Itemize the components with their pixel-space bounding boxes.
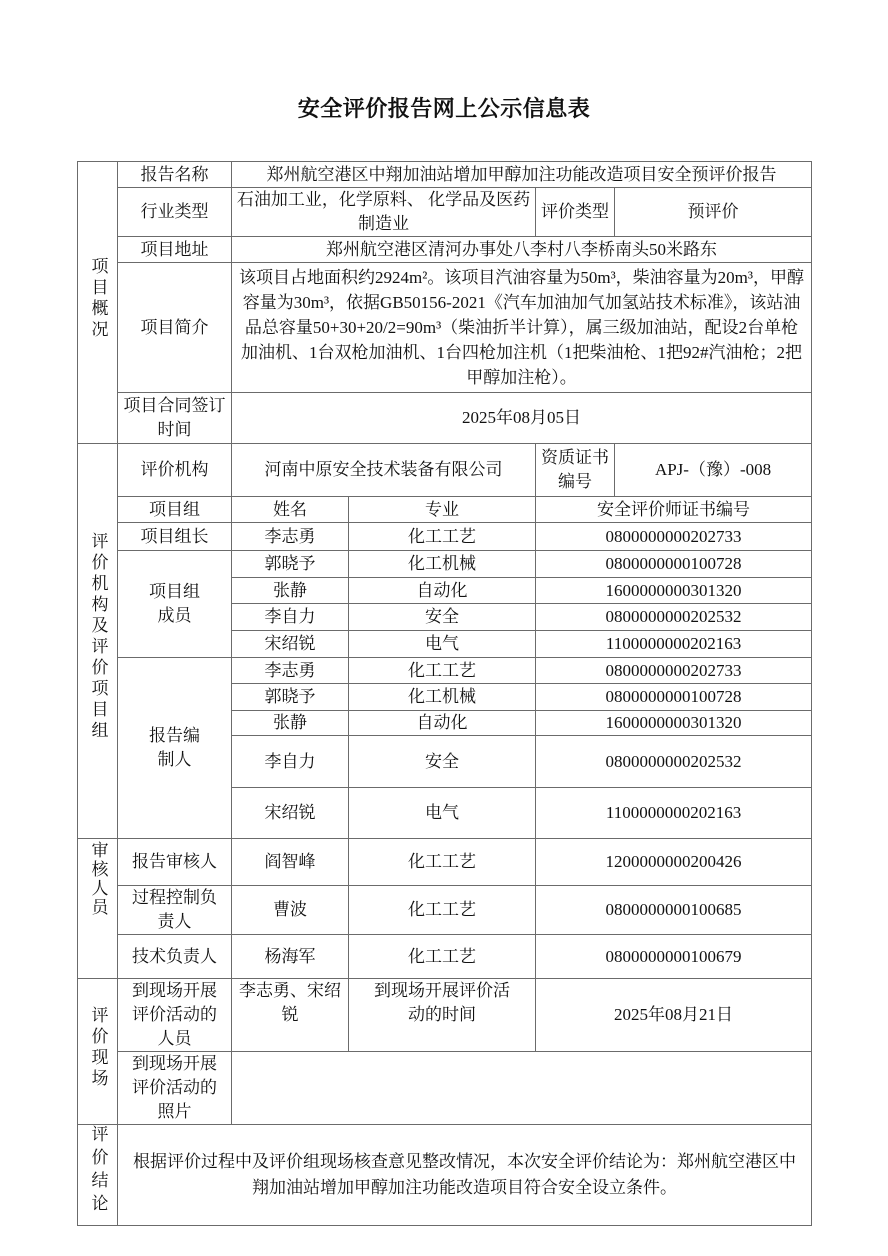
header-group: 项目组	[118, 497, 232, 523]
site-staff-value: 李志勇、宋绍锐	[232, 979, 349, 1052]
row-intro	[78, 263, 812, 393]
site-staff-label: 到现场开展评价活动的人员	[118, 979, 232, 1052]
section-site	[78, 979, 118, 1125]
leader-label: 项目组长	[118, 523, 232, 551]
reviewer-cert: 0800000000100685	[536, 886, 812, 935]
page-title: 安全评价报告网上公示信息表	[297, 97, 591, 122]
author-major: 电气	[349, 788, 536, 839]
author-cert: 1100000000202163	[536, 788, 812, 839]
section-eval-org	[78, 444, 118, 839]
author-major: 安全	[349, 736, 536, 788]
author-name: 李志勇	[232, 658, 349, 684]
reviewer-name: 曹波	[232, 886, 349, 935]
address-value: 郑州航空港区清河办事处八李村八李桥南头50米路东	[232, 237, 812, 263]
member-cert: 0800000000202532	[536, 604, 812, 631]
site-photo-area	[232, 1052, 812, 1125]
contract-label: 项目合同签订时间	[118, 393, 232, 444]
info-table	[77, 161, 812, 1226]
site-photo-label: 到现场开展评价活动的照片	[118, 1052, 232, 1125]
reviewer-cert: 1200000000200426	[536, 839, 812, 886]
reviewer-role: 报告审核人	[118, 839, 232, 886]
row-headers	[78, 497, 812, 523]
row-site-photo	[78, 1052, 812, 1125]
author-name: 宋绍锐	[232, 788, 349, 839]
member-cert: 1100000000202163	[536, 631, 812, 658]
member-major: 化工机械	[349, 551, 536, 578]
reviewer-row	[78, 935, 812, 979]
reviewer-major: 化工工艺	[349, 839, 536, 886]
header-cert: 安全评价师证书编号	[536, 497, 812, 523]
org-name: 河南中原安全技术装备有限公司	[232, 444, 536, 497]
report-name-label: 报告名称	[118, 162, 232, 188]
intro-value: 该项目占地面积约2924m²。该项目汽油容量为50m³，柴油容量为20m³，甲醇容量为30m³，依据GB50156-2021《汽车加油加气加氢站技术标准》，该站油品总容量50+30+20/2=90m³（柴油折半计算），属三级加油站，配设2台单枪加油机、1台双枪加油机、1台四枪加注机（1把柴油枪、1把92#汽油枪；2把甲醇加注枪）。	[232, 263, 812, 393]
reviewer-row	[78, 839, 812, 886]
author-cert: 0800000000100728	[536, 684, 812, 711]
section-project-overview	[78, 162, 118, 444]
member-major: 自动化	[349, 578, 536, 604]
site-time-value: 2025年08月21日	[536, 979, 812, 1052]
address-label: 项目地址	[118, 237, 232, 263]
contract-date: 2025年08月05日	[232, 393, 812, 444]
author-major: 自动化	[349, 711, 536, 736]
reviewer-cert: 0800000000100679	[536, 935, 812, 979]
author-major: 化工工艺	[349, 658, 536, 684]
header-major: 专业	[349, 497, 536, 523]
cert-label: 资质证书编号	[536, 444, 615, 497]
row-org	[78, 444, 812, 497]
section-conclusion	[78, 1125, 118, 1226]
author-name: 郭晓予	[232, 684, 349, 711]
author-cert: 0800000000202532	[536, 736, 812, 788]
author-major: 化工机械	[349, 684, 536, 711]
member-name: 李自力	[232, 604, 349, 631]
row-conclusion	[78, 1125, 812, 1226]
leader-cert: 0800000000202733	[536, 523, 812, 551]
report-name-value: 郑州航空港区中翔加油站增加甲醇加注功能改造项目安全预评价报告	[232, 162, 812, 188]
member-major: 电气	[349, 631, 536, 658]
author-cert: 0800000000202733	[536, 658, 812, 684]
authors-label: 报告编制人	[118, 658, 232, 839]
reviewer-role: 过程控制负责人	[118, 886, 232, 935]
member-cert: 1600000000301320	[536, 578, 812, 604]
section-label: 项目概况	[88, 256, 108, 341]
section-label: 评价结论	[88, 1125, 108, 1217]
author-name: 李自力	[232, 736, 349, 788]
member-major: 安全	[349, 604, 536, 631]
member-name: 张静	[232, 578, 349, 604]
member-row	[78, 551, 812, 578]
org-label: 评价机构	[118, 444, 232, 497]
cert-no: APJ-（豫）-008	[615, 444, 812, 497]
intro-label: 项目简介	[118, 263, 232, 393]
reviewer-row	[78, 886, 812, 935]
leader-name: 李志勇	[232, 523, 349, 551]
section-label: 评价机构及评价项目组	[88, 532, 108, 742]
author-name: 张静	[232, 711, 349, 736]
eval-type-value: 预评价	[615, 188, 812, 237]
member-cert: 0800000000100728	[536, 551, 812, 578]
row-address	[78, 237, 812, 263]
author-cert: 1600000000301320	[536, 711, 812, 736]
conclusion-text: 根据评价过程中及评价组现场核查意见整改情况，本次安全评价结论为：郑州航空港区中翔加油站增加甲醇加注功能改造项目符合安全设立条件。	[118, 1125, 812, 1226]
section-label: 评价现场	[88, 1005, 108, 1090]
reviewer-major: 化工工艺	[349, 886, 536, 935]
members-label: 项目组成员	[118, 551, 232, 658]
reviewer-name: 杨海军	[232, 935, 349, 979]
reviewer-name: 阎智峰	[232, 839, 349, 886]
member-name: 郭晓予	[232, 551, 349, 578]
reviewer-major: 化工工艺	[349, 935, 536, 979]
header-name: 姓名	[232, 497, 349, 523]
site-time-label: 到现场开展评价活动的时间	[349, 979, 536, 1052]
author-row	[78, 658, 812, 684]
eval-type-label: 评价类型	[536, 188, 615, 237]
reviewer-role: 技术负责人	[118, 935, 232, 979]
row-site-staff	[78, 979, 812, 1052]
leader-major: 化工工艺	[349, 523, 536, 551]
industry-value: 石油加工业，化学原料、 化学品及医药制造业	[232, 188, 536, 237]
section-reviewers	[78, 839, 118, 979]
industry-label: 行业类型	[118, 188, 232, 237]
section-label: 审核人员	[88, 841, 108, 917]
row-industry	[78, 188, 812, 237]
row-report-name	[78, 162, 812, 188]
row-contract	[78, 393, 812, 444]
member-name: 宋绍锐	[232, 631, 349, 658]
row-leader	[78, 523, 812, 551]
